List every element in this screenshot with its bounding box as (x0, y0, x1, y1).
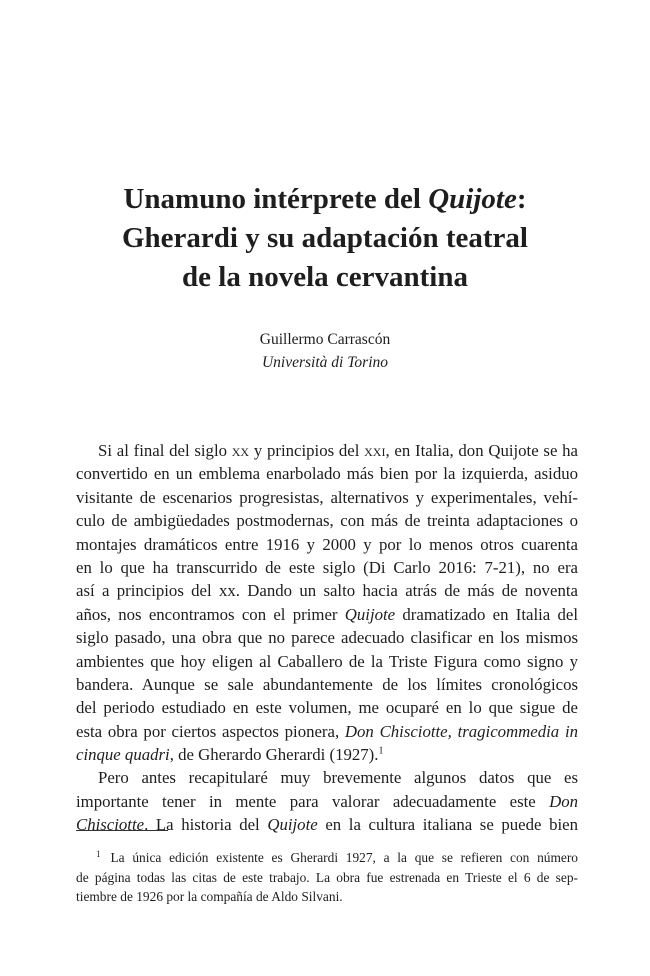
text-line: montajes dramáticos entre 1916 y 2000 y por lo menos otros cuarenta (76, 534, 578, 554)
footnote-divider (76, 830, 168, 831)
text-line: Pero antes recapitularé muy brevemente algunos datos que es (98, 768, 578, 788)
text-line: en lo que ha transcurrido de este siglo (Di Carlo 2016: 7-21), no era (76, 557, 578, 577)
text-line: Chisciotte. La historia del Quijote en la cultura italiana se puede bien (76, 815, 579, 835)
footnote-reference: 1 (378, 745, 384, 757)
text-line: convertido en un emblema enarbolado más bien por la izquierda, asiduo (76, 464, 578, 484)
text-line: así a principios del xx. Dando un salto hacia atrás de más de noventa (76, 581, 578, 601)
footnote-line: tiembre de 1926 por la compañía de Aldo Silvani. (76, 889, 343, 904)
text-line: cinque quadri, de Gherardo Gherardi (1927).$^1$ (76, 745, 384, 765)
text-line: visitante de escenarios progresistas, alternativos y experimentales, vehí- (76, 487, 578, 507)
title-line-3: de la novela cervantina (182, 261, 468, 293)
footnote (76, 848, 578, 907)
paragraph-1 (76, 439, 578, 766)
text-line: bandera. Aunque se sale abundantemente de los límites cronológicos (76, 674, 578, 694)
footnote-line: $^1$ La única edición existente es Gherardi 1927, a la que se refieren con número (96, 848, 578, 865)
author-affiliation: Università di Torino (261, 354, 389, 371)
text-line: culo de ambigüedades postmodernas, con más de treinta adaptaciones o (76, 511, 578, 531)
body-text (76, 439, 578, 837)
title-colon: : (516, 183, 527, 215)
text-line: importante tener in mente para valorar adecuadamente este Don (76, 791, 578, 811)
paragraph-2 (76, 766, 578, 836)
text-line: esta obra por ciertos aspectos pionera, Don Chisciotte, tragicommedia in (76, 721, 578, 741)
footnote-line: de página todas las citas de este trabajo. La obra fue estrenada en Trieste el 6 de sep- (76, 869, 578, 885)
text-line: años, nos encontramos con el primer Quijote dramatizado en Italia del (76, 604, 578, 624)
title-italic-work: Quijote (428, 183, 517, 215)
title-line-1 (0, 180, 650, 219)
footnote-mark: 1 (96, 848, 101, 859)
title-line-2: Gherardi y su adaptación teatral (122, 222, 528, 254)
article-title (0, 180, 650, 297)
text-line: Si al final del siglo xx y principios del xxi, en Italia, don Quijote se ha (98, 441, 578, 460)
text-line: del periodo estudiado en este volumen, me ocuparé en lo que sigue de (76, 698, 578, 718)
byline (0, 328, 650, 374)
author-name: Guillermo Carrascón (259, 331, 391, 348)
text-line: siglo pasado, una obra que no parece adecuado clasificar en los mismos (76, 628, 578, 648)
title-text: Unamuno intérprete del (123, 183, 429, 215)
text-line: ambientes que hoy eligen al Caballero de la Triste Figura como signo y (76, 651, 578, 671)
